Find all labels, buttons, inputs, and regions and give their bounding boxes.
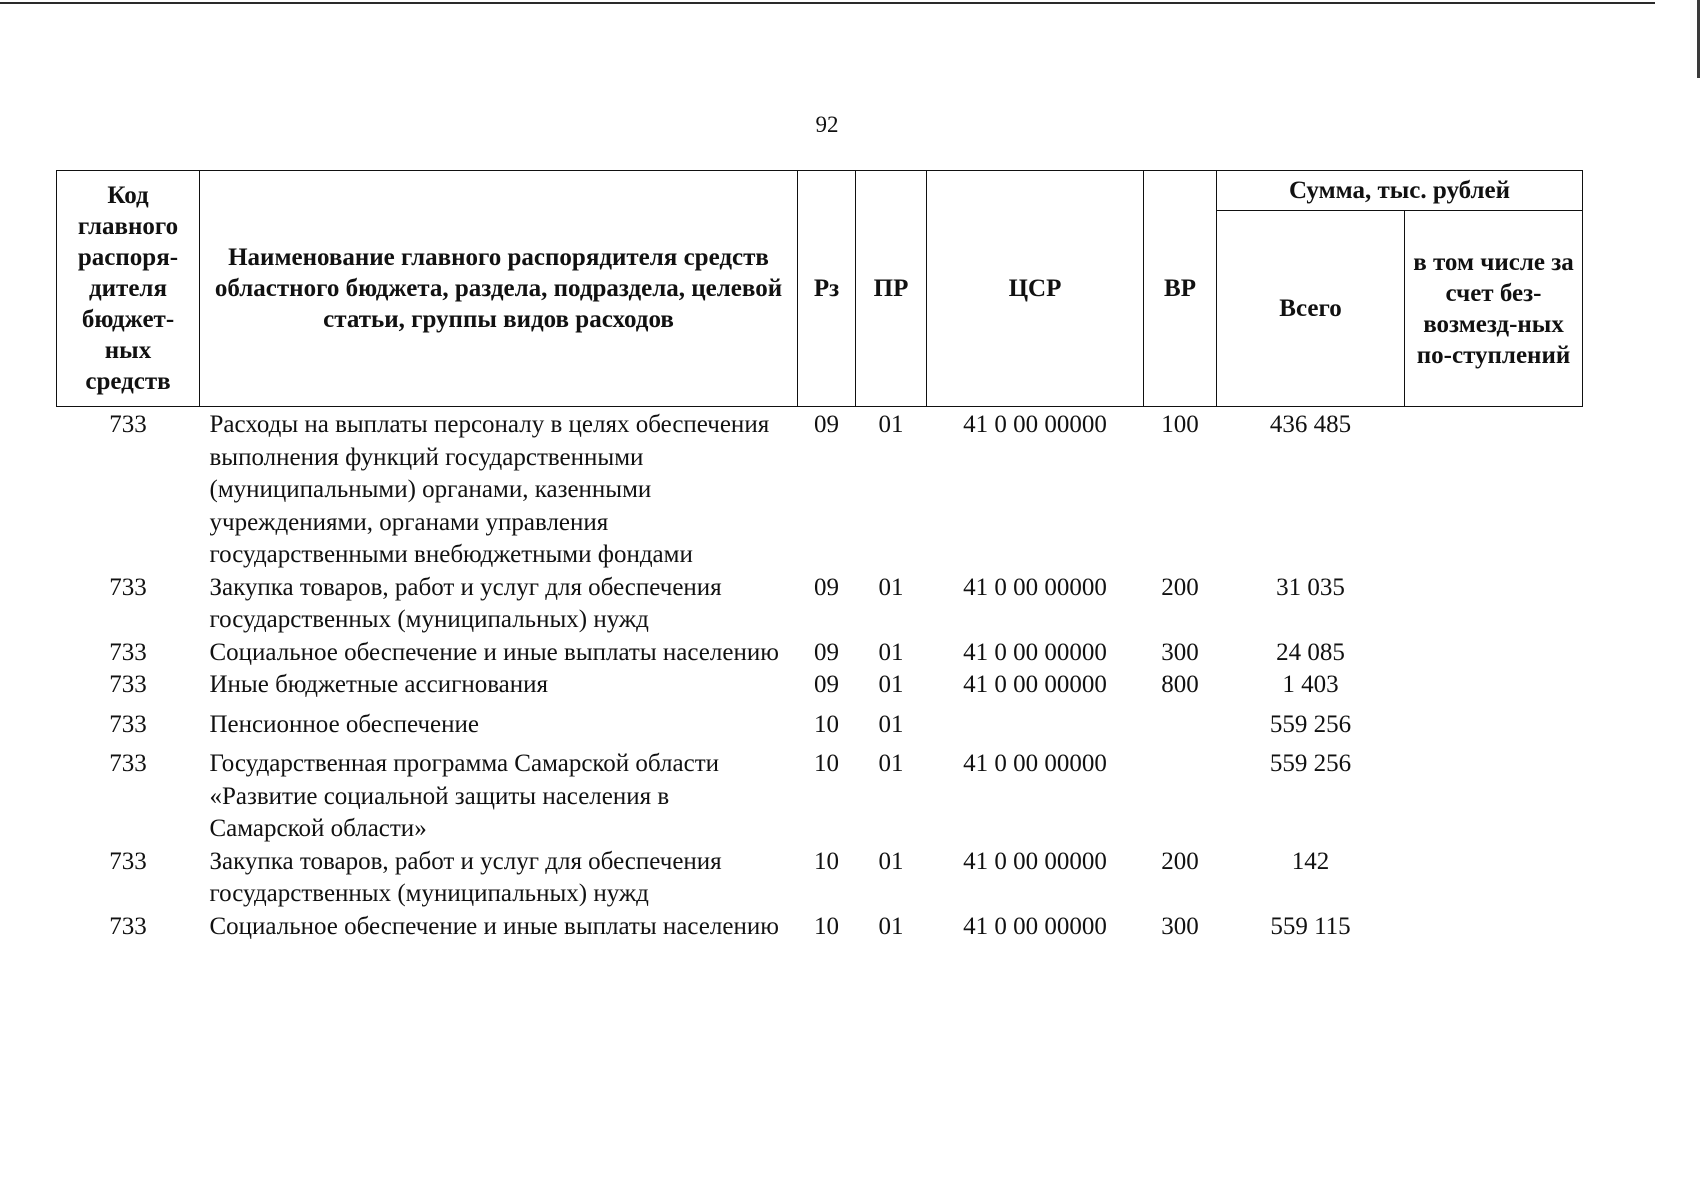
page-number: 92 [815, 112, 839, 137]
table-row [57, 846, 1583, 911]
cell-csr: 41 0 00 00000 [963, 573, 1107, 601]
table-body [57, 407, 1583, 944]
cell-name: Иные бюджетные ассигнования [209, 671, 549, 698]
cell-incl [1405, 572, 1583, 637]
header-csr: ЦСР [927, 171, 1144, 407]
cell-total: 436 485 [1269, 411, 1352, 438]
header-vr: ВР [1144, 171, 1217, 407]
cell-total: 559 115 [1270, 912, 1351, 940]
header-pr: ПР [856, 171, 927, 407]
cell-vr: 200 [1161, 573, 1199, 601]
header-incl: в том числе за счет без-возмезд-ных по-ступлений [1405, 211, 1583, 407]
cell-name: Социальное обеспечение и иные выплаты населению [209, 912, 779, 940]
cell-rz: 09 [814, 671, 839, 698]
cell-code: 733 [109, 847, 147, 875]
cell-name: Пенсионное обеспечение [209, 710, 479, 738]
cell-code: 733 [109, 573, 147, 601]
cell-name: Закупка товаров, работ и услуг для обеспечения государственных (муниципальных) нужд [209, 847, 722, 907]
cell-pr: 01 [878, 847, 904, 875]
table-row [57, 741, 1583, 846]
table-row [57, 407, 1583, 572]
table-header [57, 171, 1583, 407]
table-row [57, 669, 1583, 702]
cell-csr: 41 0 00 00000 [963, 638, 1107, 666]
table-row [57, 702, 1583, 742]
table-row [57, 637, 1583, 670]
cell-vr: 100 [1161, 411, 1199, 438]
cell-csr: 41 0 00 00000 [963, 750, 1107, 777]
cell-incl [1405, 669, 1583, 702]
cell-vr: 200 [1161, 847, 1199, 875]
cell-total: 31 035 [1276, 573, 1345, 601]
cell-pr: 01 [878, 912, 904, 940]
cell-pr: 01 [878, 411, 904, 438]
cell-rz: 09 [814, 573, 839, 601]
header-total: Всего [1217, 211, 1405, 407]
cell-code: 733 [109, 710, 147, 738]
cell-incl [1405, 637, 1583, 670]
cell-total: 142 [1291, 847, 1330, 875]
cell-name: Социальное обеспечение и иные выплаты населению [209, 638, 779, 666]
top-border-line [0, 2, 1655, 4]
cell-csr: 41 0 00 00000 [963, 671, 1107, 698]
cell-name: Расходы на выплаты персоналу в целях обеспечения выполнения функций государственными (муниципальными) органами, казенными учреждениями, органами управления государственными внебюджетными фондами [209, 411, 770, 568]
header-code: Код главного распоря-дителя бюджет-ных средств [57, 171, 200, 407]
header-name: Наименование главного распорядителя средств областного бюджета, раздела, подраздела, целевой статьи, группы видов расходов [200, 171, 798, 407]
header-sum: Сумма, тыс. рублей [1217, 171, 1583, 211]
cell-pr: 01 [878, 750, 904, 777]
cell-pr: 01 [878, 573, 904, 601]
cell-vr: 300 [1161, 638, 1199, 666]
cell-code: 733 [109, 638, 147, 666]
cell-pr: 01 [878, 710, 904, 738]
header-rz: Рз [798, 171, 856, 407]
cell-incl [1405, 911, 1583, 944]
cell-code: 733 [109, 912, 147, 940]
cell-incl [1405, 407, 1583, 572]
cell-total: 1 403 [1282, 671, 1339, 698]
cell-rz: 09 [814, 411, 839, 438]
cell-rz: 10 [814, 847, 839, 875]
cell-code: 733 [109, 671, 147, 698]
cell-rz: 10 [814, 750, 839, 777]
cell-pr: 01 [878, 671, 904, 698]
table-row [57, 911, 1583, 944]
cell-code: 733 [109, 750, 147, 777]
cell-rz: 10 [814, 710, 839, 738]
cell-rz: 10 [814, 912, 839, 940]
cell-csr: 41 0 00 00000 [963, 411, 1107, 438]
cell-vr [1144, 702, 1217, 742]
cell-csr: 41 0 00 00000 [963, 912, 1107, 940]
cell-name: Закупка товаров, работ и услуг для обеспечения государственных (муниципальных) нужд [209, 573, 722, 633]
table-row [57, 572, 1583, 637]
cell-pr: 01 [878, 638, 904, 666]
cell-csr: 41 0 00 00000 [963, 847, 1107, 875]
cell-vr: 300 [1161, 912, 1199, 940]
cell-total: 24 085 [1276, 638, 1345, 666]
cell-total: 559 256 [1269, 710, 1352, 738]
cell-rz: 09 [814, 638, 839, 666]
cell-total: 559 256 [1269, 750, 1352, 777]
scan-edge-line [1697, 0, 1700, 78]
cell-code: 733 [109, 411, 147, 438]
budget-table [56, 170, 1583, 943]
cell-name: Государственная программа Самарской области «Развитие социальной защиты населения в Самарской области» [209, 750, 719, 842]
cell-incl [1405, 741, 1583, 846]
cell-vr [1144, 741, 1217, 846]
cell-incl [1405, 846, 1583, 911]
cell-vr: 800 [1161, 671, 1199, 698]
cell-incl [1405, 702, 1583, 742]
cell-csr [927, 702, 1144, 742]
